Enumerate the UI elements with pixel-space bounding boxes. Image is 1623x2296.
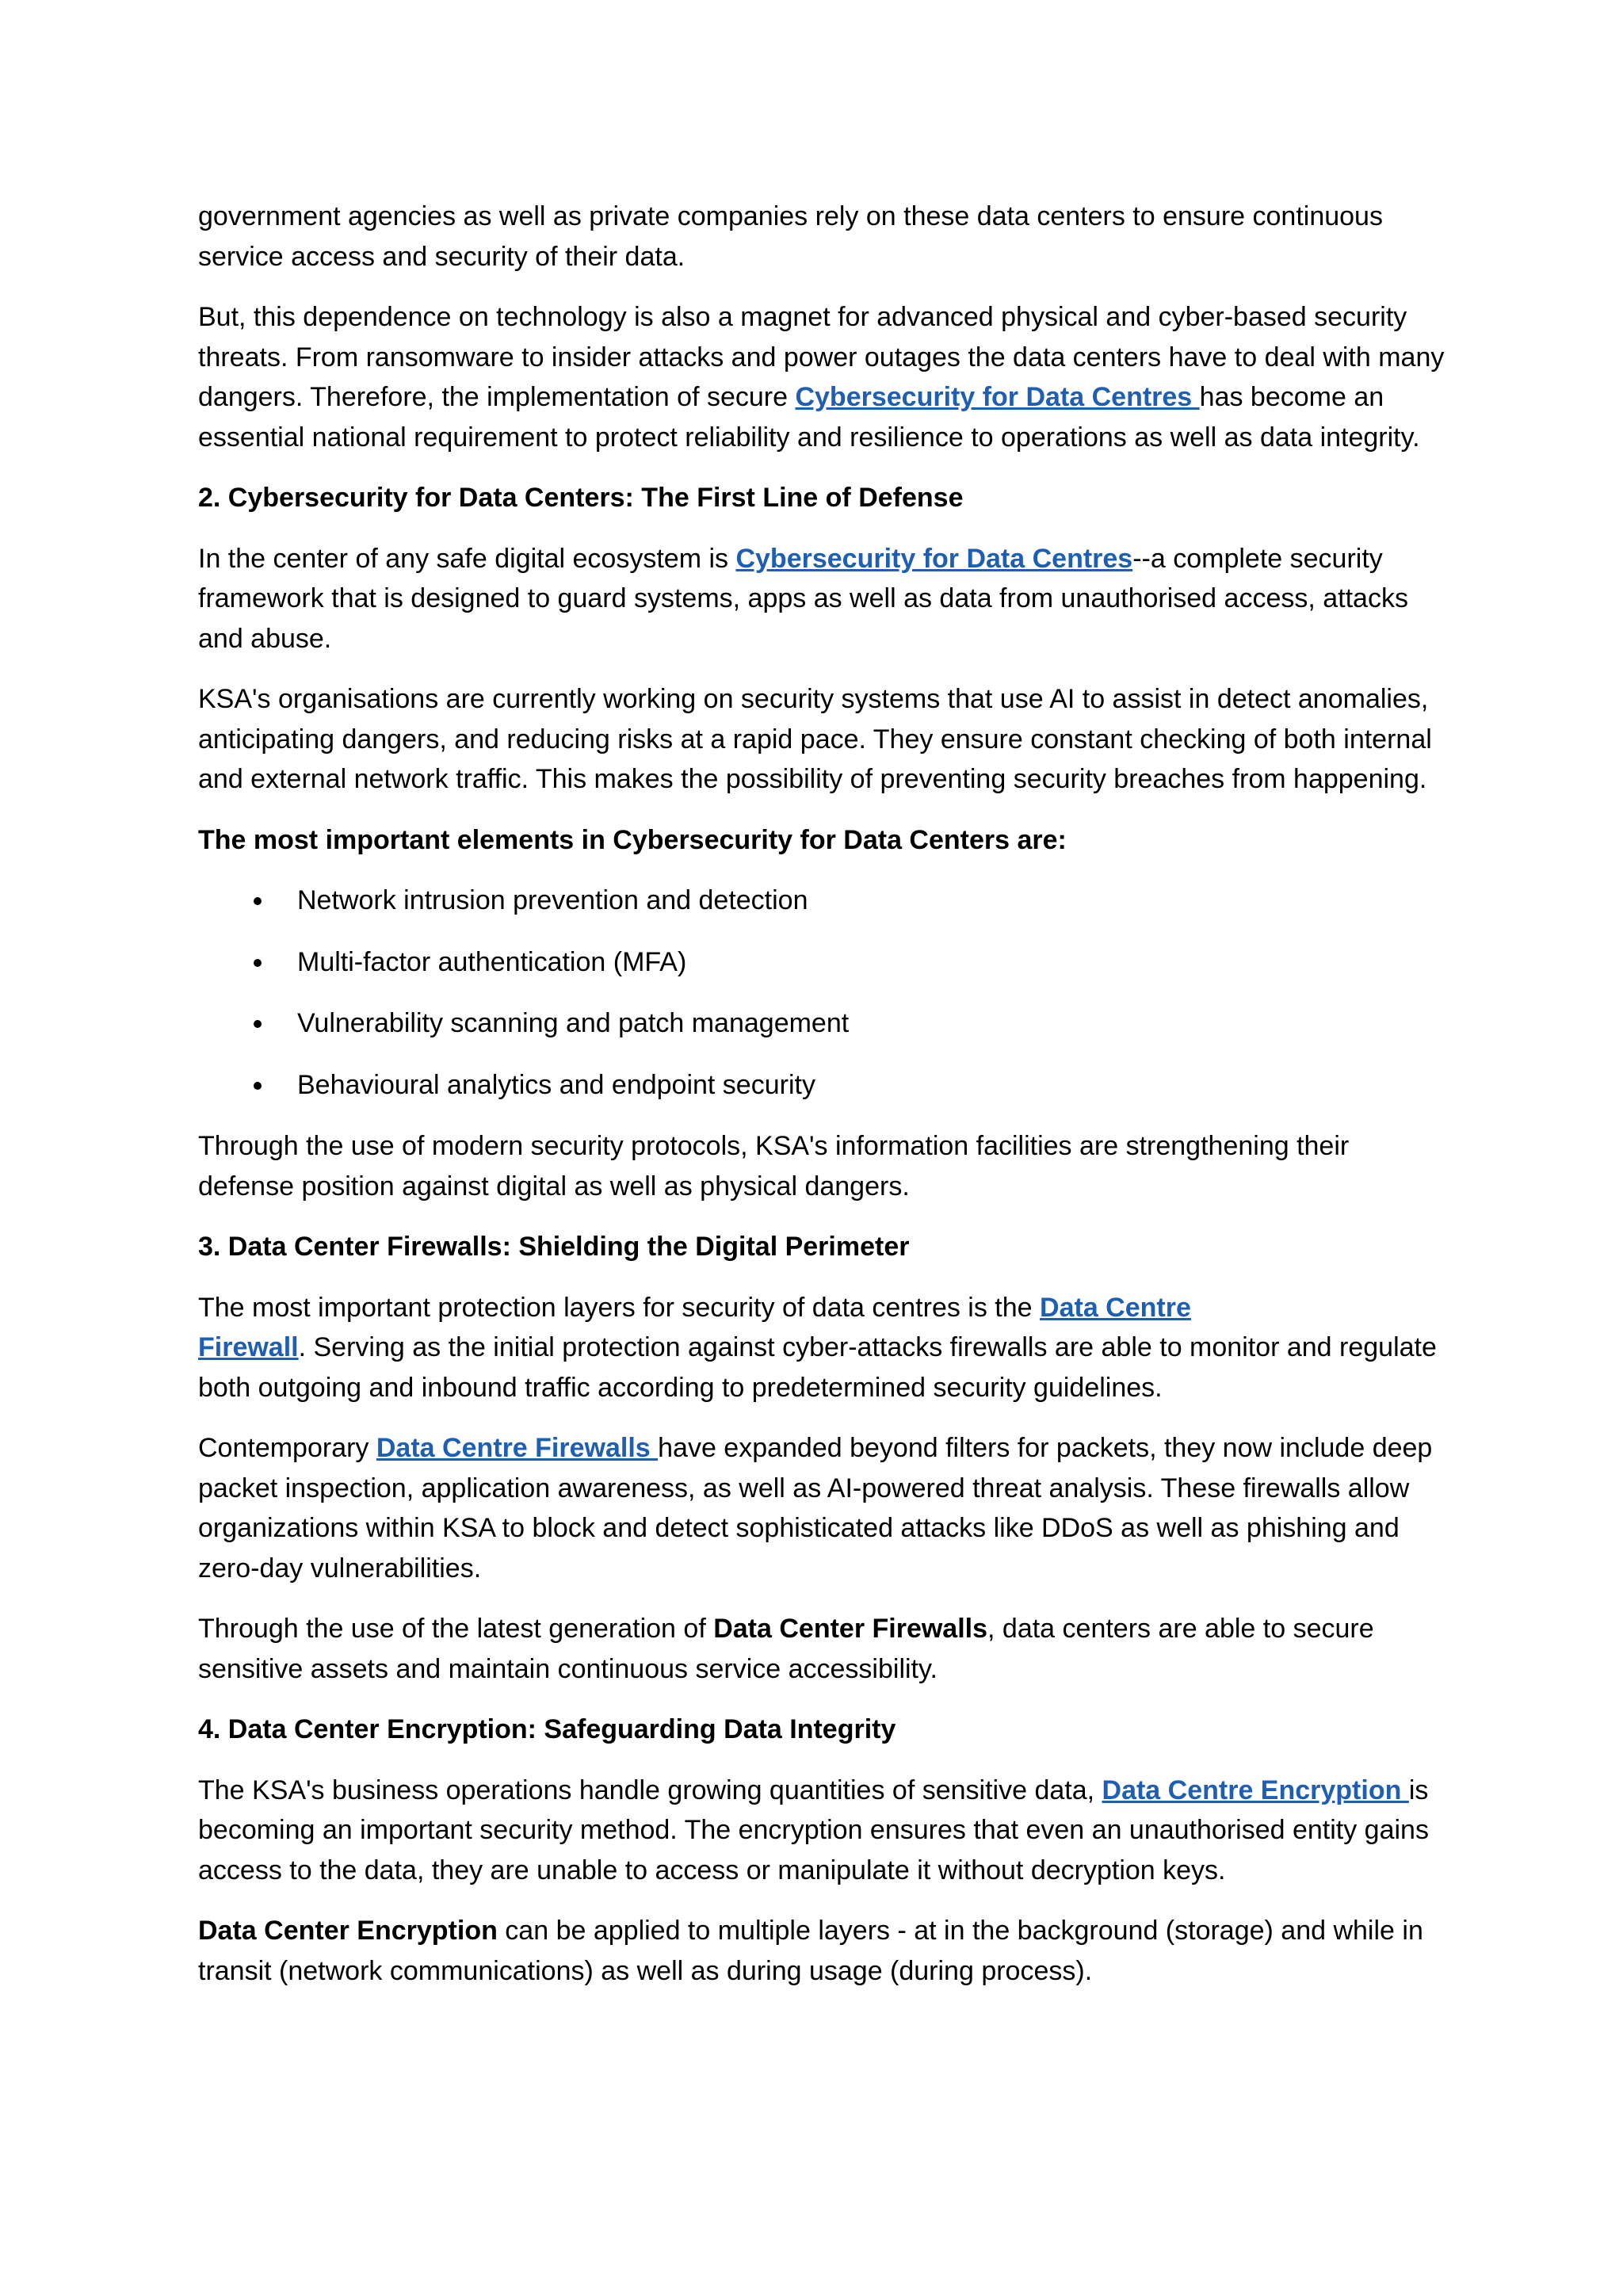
list-heading: The most important elements in Cybersecurity for Data Centers are: bbox=[198, 824, 1067, 855]
data-centre-encryption-link[interactable]: Data Centre Encryption bbox=[1102, 1775, 1409, 1805]
document-page bbox=[198, 197, 1450, 2011]
list-item: Multi-factor authentication (MFA) bbox=[198, 942, 1450, 983]
list-item: Behavioural analytics and endpoint security bbox=[198, 1065, 1450, 1106]
section-heading-3: 3. Data Center Firewalls: Shielding the Digital Perimeter bbox=[198, 1232, 910, 1262]
encryption-layers-paragraph: Data Center Encryption can be applied to multiple layers - at in the background (storage) and while in transit (network communications) as well as during usage (during process). bbox=[198, 1916, 1423, 1986]
firewall-paragraph: The most important protection layers for security of data centres is the Data Centre Firewall. Serving as the initial protection against cyber-attacks firewalls are able to monitor and regulate both outgoing and inbound traffic according to predetermined security guidelines. bbox=[198, 1292, 1437, 1403]
bold-encryption-term: Data Center Encryption bbox=[198, 1916, 498, 1946]
section-heading-2: 2. Cybersecurity for Data Centers: The First Line of Defense bbox=[198, 483, 964, 513]
bold-firewalls-term: Data Center Firewalls bbox=[713, 1614, 988, 1644]
dependence-paragraph: But, this dependence on technology is also a magnet for advanced physical and cyber-based security threats. From ransomware to insider attacks and power outages the data centers have to deal with many dangers. Therefore, the implementation of secure Cybersecurity for Data Centres has become an essential national requirement to protect reliability and resilience to operations as well as data integrity. bbox=[198, 302, 1445, 453]
cybersecurity-link-2[interactable]: Cybersecurity for Data Centres bbox=[735, 543, 1133, 574]
elements-list bbox=[198, 881, 1450, 1105]
data-centre-firewalls-link[interactable]: Data Centre Firewalls bbox=[376, 1433, 659, 1463]
ai-systems-paragraph: KSA's organisations are currently working on security systems that use AI to assist in detect anomalies, anticipating dangers, and reducing risks at a rapid pace. They ensure constant checking of both internal and external network traffic. This makes the possibility of preventing security breaches from happening. bbox=[198, 684, 1432, 794]
data-centre-firewall-link[interactable]: Data Centre Firewall bbox=[198, 1292, 1191, 1362]
contemporary-firewalls-paragraph: Contemporary Data Centre Firewalls have expanded beyond filters for packets, they now include deep packet inspection, application awareness, as well as AI-powered threat analysis. These firewalls allow organizations within KSA to block and detect sophisticated attacks like DDoS as well as phishing and zero-day vulnerabilities. bbox=[198, 1433, 1433, 1584]
cybersecurity-link-1[interactable]: Cybersecurity for Data Centres bbox=[795, 382, 1200, 412]
list-item: Network intrusion prevention and detection bbox=[198, 881, 1450, 921]
section-heading-4: 4. Data Center Encryption: Safeguarding Data Integrity bbox=[198, 1714, 896, 1744]
cybersecurity-paragraph: In the center of any safe digital ecosystem is Cybersecurity for Data Centres--a complete security framework that is designed to guard systems, apps as well as data from unauthorised access, attacks and abuse. bbox=[198, 543, 1408, 654]
protocols-paragraph: Through the use of modern security protocols, KSA's information facilities are strengthening their defense position against digital as well as physical dangers. bbox=[198, 1131, 1350, 1201]
encryption-paragraph: The KSA's business operations handle growing quantities of sensitive data, Data Centre Encryption is becoming an important security method. The encryption ensures that even an unauthorised entity gains access to the data, they are unable to access or manipulate it without decryption keys. bbox=[198, 1775, 1429, 1885]
latest-firewalls-paragraph: Through the use of the latest generation of Data Center Firewalls, data centers are able to secure sensitive assets and maintain continuous service accessibility. bbox=[198, 1614, 1374, 1684]
list-item: Vulnerability scanning and patch management bbox=[198, 1003, 1450, 1044]
intro-paragraph-continued: government agencies as well as private companies rely on these data centers to ensure continuous service access and security of their data. bbox=[198, 201, 1383, 272]
